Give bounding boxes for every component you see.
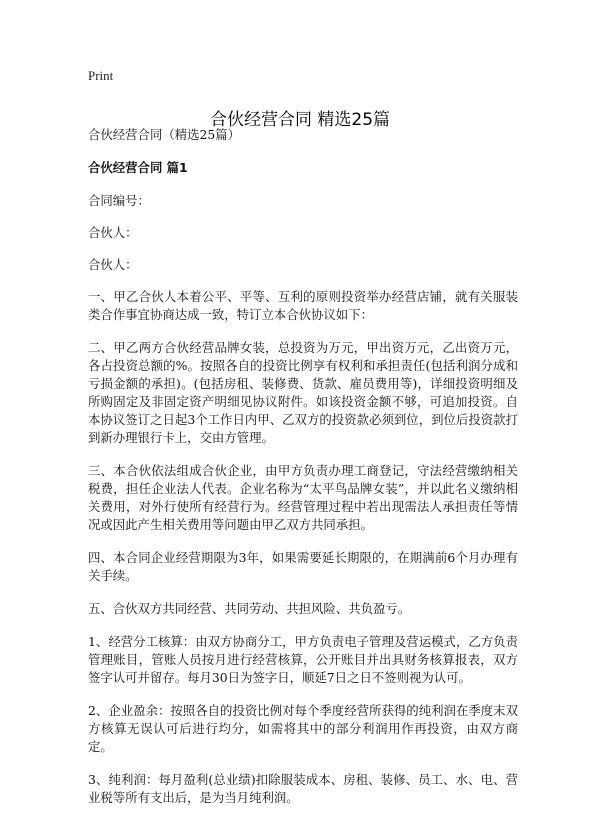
document-body (88, 126, 518, 822)
clause-paragraph: 三、本合伙依法组成合伙企业，由甲方负责办理工商登记，守法经营缴纳相关税费，担任企业法人代表。企业名称为“太平鸟品牌女装”，并以此名义缴纳相关费用，对外行使所有经营行为。经营管理过程中若出现需法人承担责任等情况或因此产生相关费用等问题由甲乙双方共同承担。 (88, 463, 518, 532)
contract-number-field: 合同编号： (88, 193, 150, 208)
section-heading: 合伙经营合同 篇1 (88, 160, 188, 175)
clause-paragraph: 四、本合同企业经营期限为3年，如果需要延长期限的，在期满前6个月办理有关手续。 (88, 550, 518, 583)
print-label: Print (88, 68, 114, 83)
document-title: 合伙经营合同 精选25篇 (209, 110, 391, 131)
clause-paragraph: 3、纯利润：每月盈利(总业绩)扣除服装成本、房租、装修、员工、水、电、营业税等所有支出后，是为当月纯利润。 (88, 772, 518, 805)
partner-field-2: 合伙人： (88, 257, 138, 272)
document-subtitle: 合伙经营合同（精选25篇） (88, 127, 241, 142)
clause-paragraph: 五、合伙双方共同经营、共同劳动、共担风险、共负盈亏。 (88, 601, 411, 616)
partner-field-1: 合伙人： (88, 225, 138, 240)
clause-paragraph: 2、企业盈余：按照各自的投资比例对每个季度经营所获得的纯利润在季度末双方核算无误认可后进行均分，如需将其中的部分利润用作再投资，由双方商定。 (88, 703, 518, 754)
clause-paragraph: 一、甲乙合伙人本着公平、平等、互利的原则投资举办经营店铺，就有关服装类合作事宜协商达成一致，特订立本合伙协议如下： (88, 289, 518, 322)
clause-paragraph: 二、甲乙两方合伙经营品牌女装，总投资为万元，甲出资万元，乙出资万元，各占投资总额的%。按照各自的投资比例享有权利和承担责任(包括利润分成和亏损金额的承担)。(包括房租、装修费、货款、雇员费用等)，详细投资明细及所购固定及非固定资产明细见协议附件。如该投资金额不够，可追加投资。自本协议签订之日起3个工作日内甲、乙双方的投资款必须到位，到位后投资款打到新办理银行卡上，交由方管理。 (88, 340, 518, 445)
clause-paragraph: 1、经营分工核算：由双方协商分工，甲方负责电子管理及营运模式，乙方负责管理账目，管账人员按月进行经营核算，公开账目并出具财务核算报表，双方签字认可并留存。每月30日为签字日，顺延7日之日不签则视为认可。 (88, 634, 518, 685)
